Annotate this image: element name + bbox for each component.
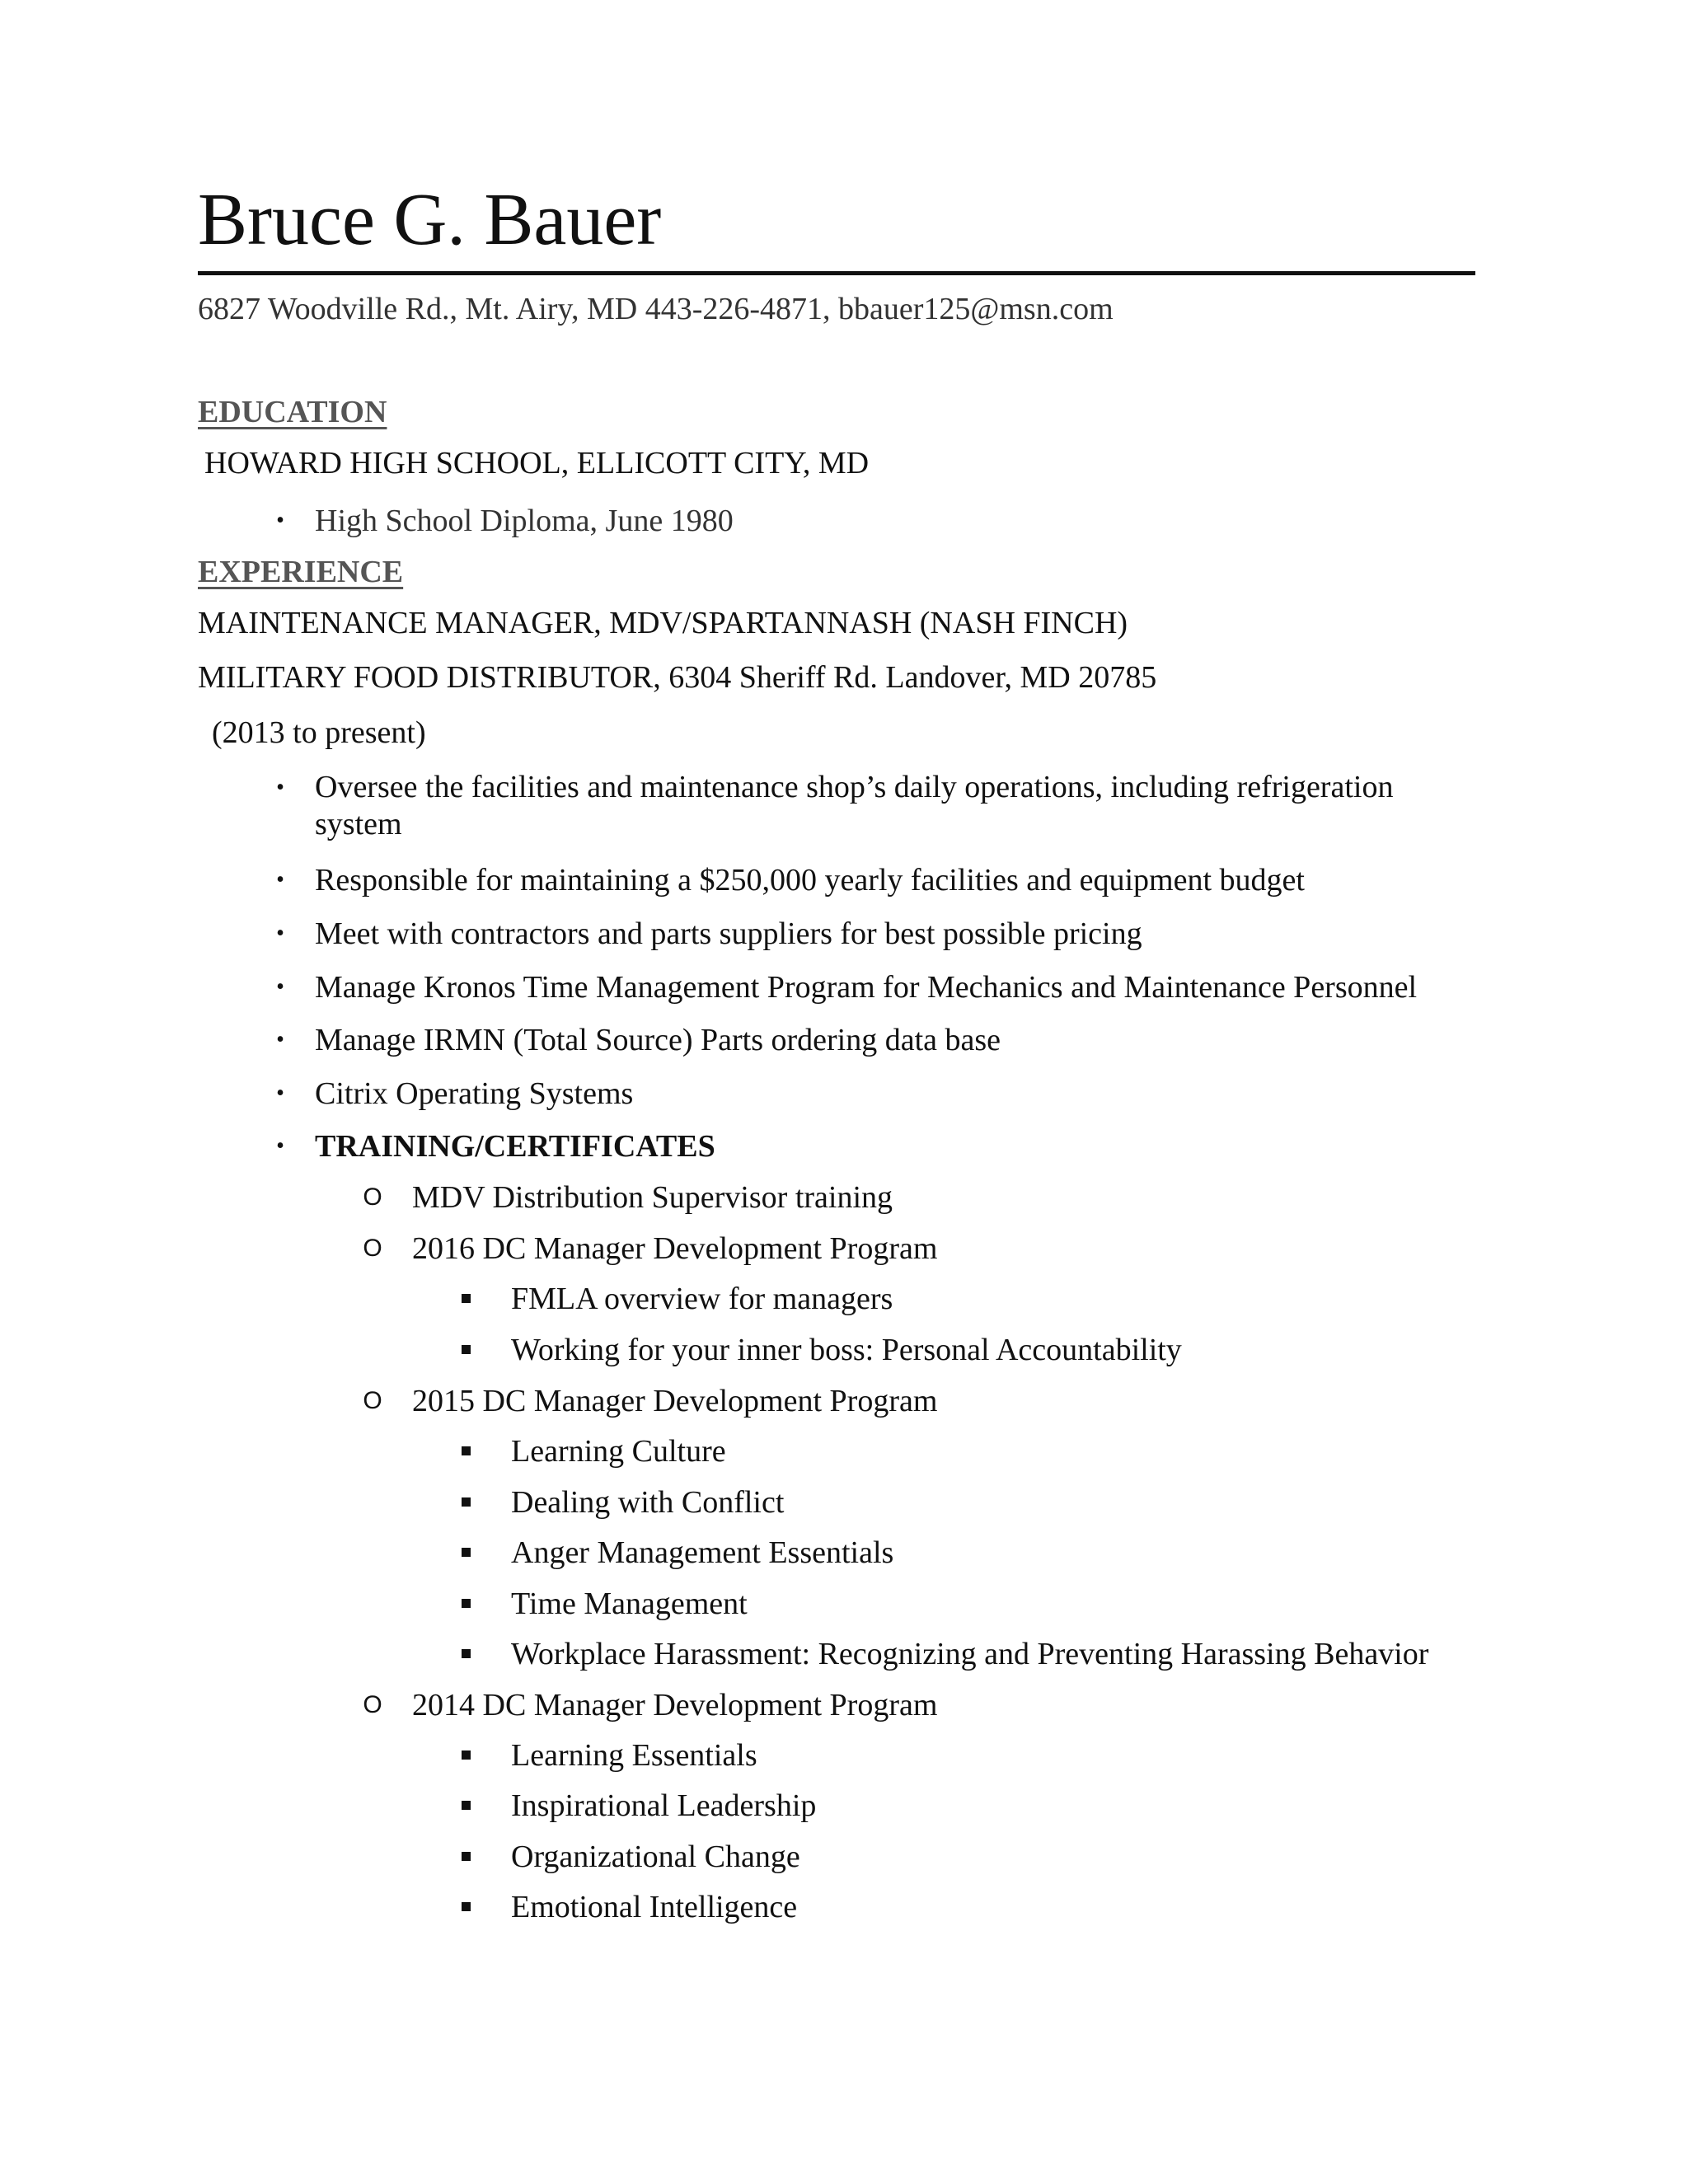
bullet-icon: • (276, 921, 284, 946)
course-item: Working for your inner boss: Personal Accountability (511, 1333, 1182, 1367)
job-title: MAINTENANCE MANAGER, MDV/SPARTANNASH (NASH FINCH) (198, 606, 1128, 640)
square-bullet-icon (462, 1446, 471, 1455)
square-bullet-icon (462, 1750, 471, 1760)
header-divider (198, 271, 1475, 275)
circle-bullet-icon: O (363, 1691, 382, 1718)
diploma-text: High School Diploma, June 1980 (315, 504, 734, 538)
bullet-icon: • (276, 974, 284, 1000)
course-item: Workplace Harassment: Recognizing and Preventing Harassing Behavior (511, 1637, 1429, 1671)
bullet-text: Responsible for maintaining a $250,000 yearly facilities and equipment budget (315, 863, 1305, 898)
program-2015: 2015 DC Manager Development Program (412, 1384, 938, 1418)
job-dates: (2013 to present) (212, 715, 426, 750)
square-bullet-icon (462, 1294, 471, 1303)
bullet-text: Manage Kronos Time Management Program for Mechanics and Maintenance Personnel (315, 970, 1418, 1005)
candidate-name: Bruce G. Bauer (198, 179, 662, 260)
course-item: Anger Management Essentials (511, 1535, 894, 1570)
course-item: Learning Culture (511, 1434, 726, 1469)
bullet-icon: • (276, 1080, 284, 1106)
square-bullet-icon (462, 1345, 471, 1354)
square-bullet-icon (462, 1852, 471, 1861)
employer-address: MILITARY FOOD DISTRIBUTOR, 6304 Sheriff Rd. Landover, MD 20785 (198, 660, 1157, 695)
bullet-icon: • (276, 1133, 284, 1159)
square-bullet-icon (462, 1548, 471, 1557)
bullet-icon: • (276, 508, 284, 533)
bullet-icon: • (276, 775, 284, 800)
course-item: Dealing with Conflict (511, 1485, 785, 1520)
experience-heading: EXPERIENCE (198, 555, 404, 589)
program-2014: 2014 DC Manager Development Program (412, 1688, 938, 1722)
circle-bullet-icon: O (363, 1183, 382, 1211)
square-bullet-icon (462, 1649, 471, 1658)
training-item: MDV Distribution Supervisor training (412, 1180, 893, 1215)
contact-line: 6827 Woodville Rd., Mt. Airy, MD 443-226-4871, bbauer125@msn.com (198, 292, 1114, 326)
education-heading: EDUCATION (198, 395, 387, 429)
bullet-icon: • (276, 867, 284, 893)
square-bullet-icon (462, 1599, 471, 1608)
square-bullet-icon (462, 1497, 471, 1507)
circle-bullet-icon: O (363, 1235, 382, 1262)
program-2016: 2016 DC Manager Development Program (412, 1231, 938, 1266)
bullet-text: Manage IRMN (Total Source) Parts ordering data base (315, 1023, 1001, 1057)
bullet-text: Citrix Operating Systems (315, 1076, 634, 1111)
circle-bullet-icon: O (363, 1387, 382, 1414)
course-item: Time Management (511, 1586, 748, 1621)
bullet-icon: • (276, 1027, 284, 1052)
bullet-text: Oversee the facilities and maintenance shop’s daily operations, including refrigeration system (315, 770, 1394, 841)
course-item: Emotional Intelligence (511, 1890, 798, 1924)
square-bullet-icon (462, 1801, 471, 1810)
course-item: Inspirational Leadership (511, 1788, 817, 1823)
school-name: HOWARD HIGH SCHOOL, ELLICOTT CITY, MD (204, 446, 870, 480)
course-item: FMLA overview for managers (511, 1282, 893, 1316)
course-item: Organizational Change (511, 1840, 800, 1874)
course-item: Learning Essentials (511, 1738, 757, 1773)
bullet-text: Meet with contractors and parts suppliers for best possible pricing (315, 916, 1142, 951)
training-heading: TRAINING/CERTIFICATES (315, 1129, 715, 1164)
square-bullet-icon (462, 1902, 471, 1911)
